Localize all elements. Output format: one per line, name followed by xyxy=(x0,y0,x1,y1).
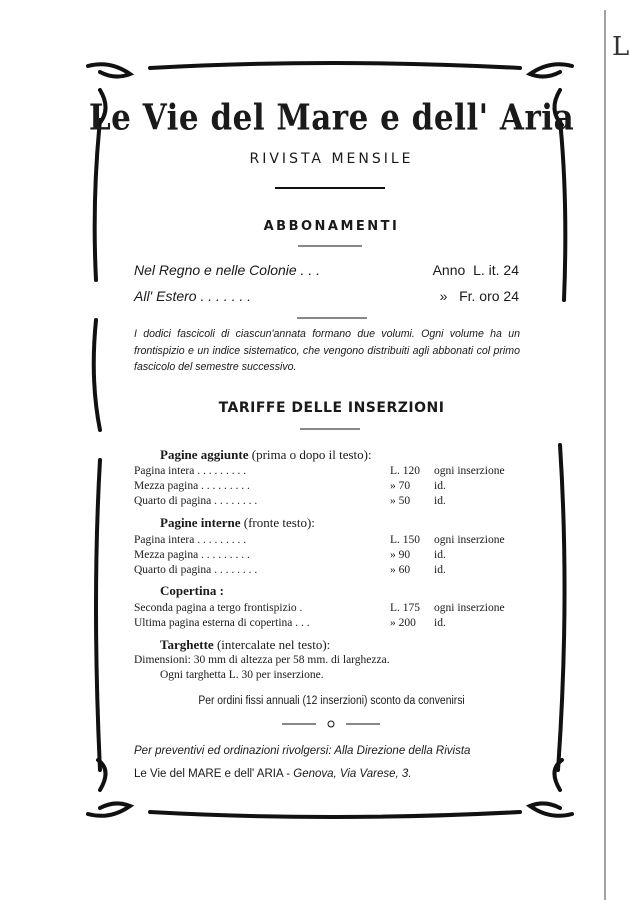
rate-row xyxy=(134,564,520,579)
rate-label: Quarto di pagina . . . . . . . . xyxy=(134,495,258,507)
rate-price: » 50 xyxy=(390,495,411,507)
rate-label: Mezza pagina . . . . . . . . . xyxy=(134,480,250,492)
targhette-price: Ogni targhetta L. 30 per inserzione. xyxy=(160,669,324,681)
rates-heading: TARIFFE DELLE INSERZIONI xyxy=(218,400,445,416)
rate-note: id. xyxy=(434,549,446,561)
subscription-row xyxy=(134,262,519,278)
subtitle: RIVISTA MENSILE xyxy=(249,151,414,167)
contact-line: Per preventivi ed ordinazioni rivolgersi: Alla Direzione della Rivista xyxy=(134,745,471,757)
side-page-letter: L xyxy=(612,32,629,62)
rate-price: » 70 xyxy=(390,480,411,492)
subscription-note: I dodici fascicoli di ciascun'annata formano due volumi. Ogni volume ha un frontispizio e un indice sistematico, che vengono distribuiti agli abbonati col primo fascicolo del semestre successivo. xyxy=(134,328,520,373)
subscription-price: L. it. 24 xyxy=(473,262,519,278)
rate-row xyxy=(134,495,520,510)
publisher-line: Le Vie del MARE e dell' ARIA - Genova, Via Varese, 3. xyxy=(134,768,412,780)
page-title: Le Vie del Mare e dell' Aria xyxy=(88,97,575,139)
rate-row xyxy=(134,549,520,564)
rate-note: ogni inserzione xyxy=(434,602,505,614)
rate-price: » 90 xyxy=(390,549,411,561)
subscriptions-heading: ABBONAMENTI xyxy=(263,219,400,234)
rate-row xyxy=(134,465,520,480)
subscription-term: » xyxy=(439,288,448,304)
rate-label: Quarto di pagina . . . . . . . . xyxy=(134,564,258,576)
rate-label: Seconda pagina a tergo frontispizio . xyxy=(134,602,303,614)
rate-section-title: Pagine interne (fronte testo): xyxy=(160,515,315,530)
rate-price: » 200 xyxy=(390,617,416,629)
targhette-dimensions: Dimensioni: 30 mm di altezza per 58 mm. di larghezza. xyxy=(134,654,390,666)
rate-price: L. 175 xyxy=(390,602,421,614)
subscription-label: All' Estero . . . . . . . xyxy=(134,288,252,304)
rate-section-title: Copertina : xyxy=(160,583,224,598)
rate-price: L. 150 xyxy=(390,534,421,546)
rate-price: » 60 xyxy=(390,564,411,576)
subscription-label: Nel Regno e nelle Colonie . . . xyxy=(134,262,320,278)
rate-label: Ultima pagina esterna di copertina . . . xyxy=(134,617,310,629)
subscription-term: Anno xyxy=(432,262,466,278)
discount-note: Per ordini fissi annuali (12 inserzioni) sconto da convenirsi xyxy=(198,695,465,707)
rate-price: L. 120 xyxy=(390,465,421,477)
rate-label: Mezza pagina . . . . . . . . . xyxy=(134,549,250,561)
rate-note: id. xyxy=(434,480,446,492)
rate-note: ogni inserzione xyxy=(434,534,505,546)
subscription-row xyxy=(134,288,519,304)
rate-note: id. xyxy=(434,495,446,507)
rate-row xyxy=(134,480,520,495)
rate-label: Pagina intera . . . . . . . . . xyxy=(134,534,247,546)
rate-label: Pagina intera . . . . . . . . . xyxy=(134,465,247,477)
rate-note: ogni inserzione xyxy=(434,465,505,477)
rate-row xyxy=(134,617,520,632)
rate-section-title: Pagine aggiunte (prima o dopo il testo): xyxy=(160,447,372,462)
subscription-price: Fr. oro 24 xyxy=(459,288,519,304)
rate-note: id. xyxy=(434,617,446,629)
rate-note: id. xyxy=(434,564,446,576)
rate-row xyxy=(134,602,520,617)
rate-row xyxy=(134,534,520,549)
targhette-title: Targhette (intercalate nel testo): xyxy=(160,637,331,652)
